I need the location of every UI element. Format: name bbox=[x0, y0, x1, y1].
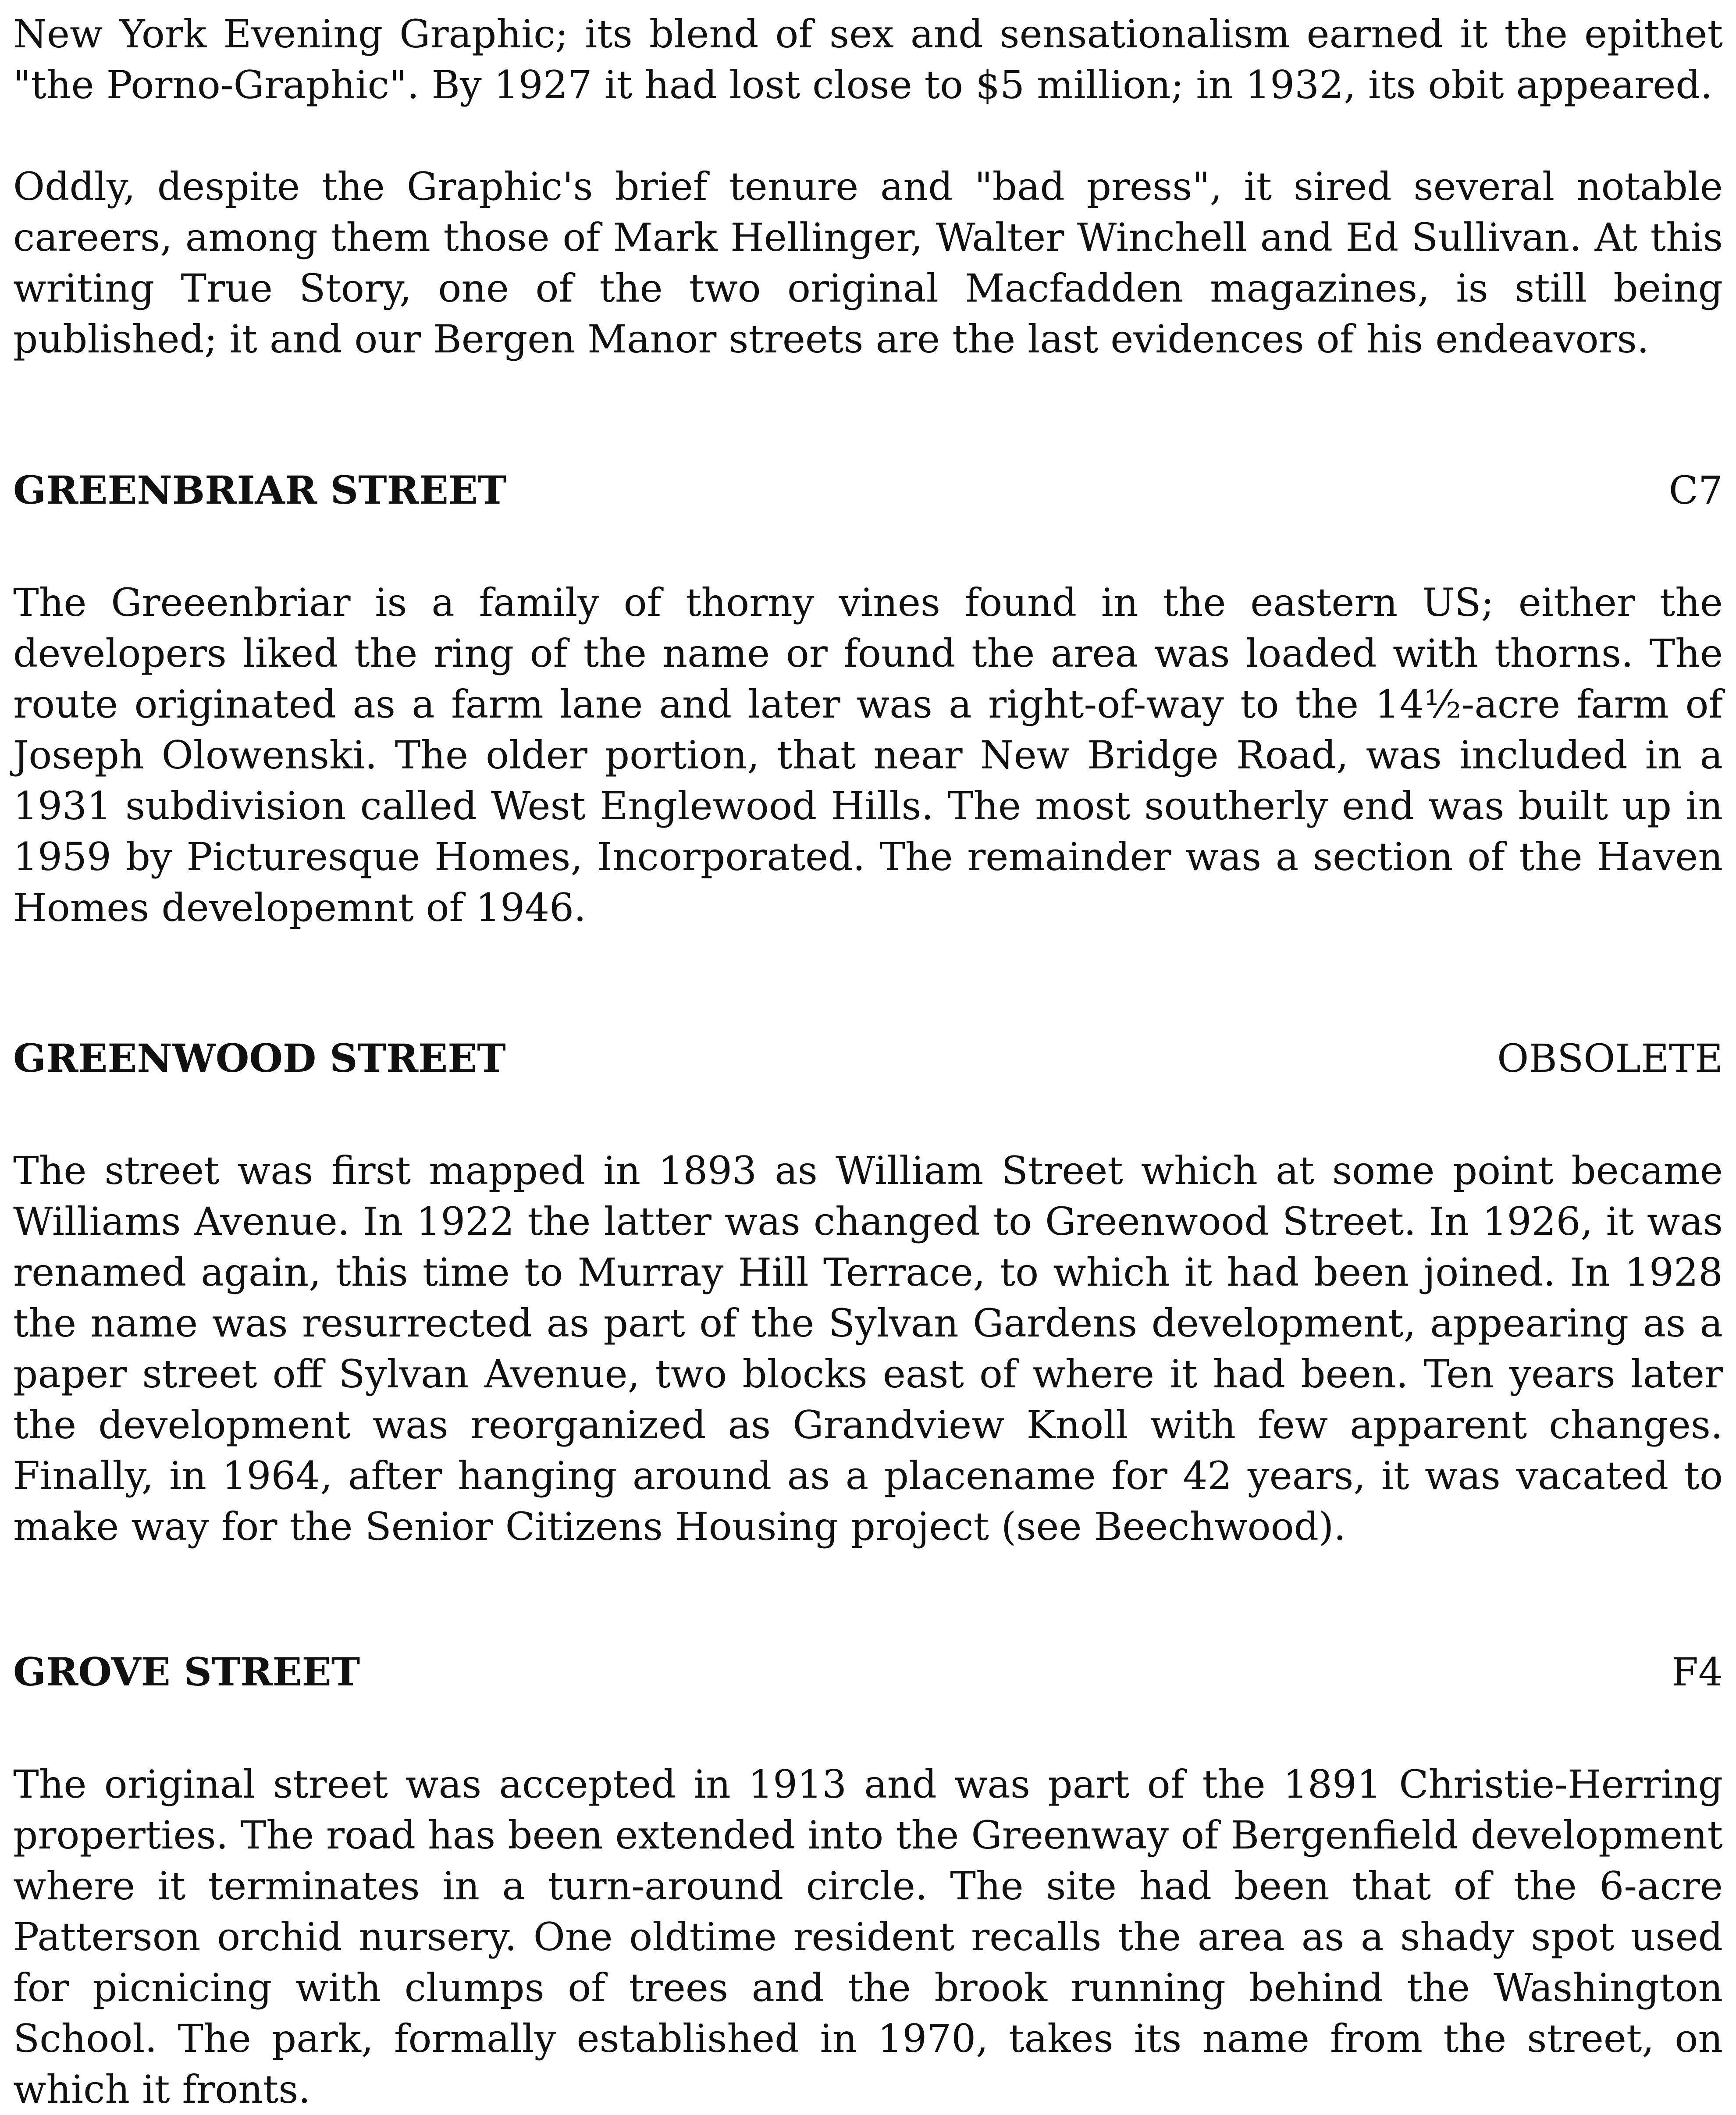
entry-grove-street bbox=[13, 1646, 1723, 2115]
entry-body: The Greeenbriar is a family of thorny vines found in the eastern US; either the developers liked the ring of the name or found the area was loaded with thorns. The route originated as a farm lane and later was a right-of-way to the 14½-acre farm of Joseph Olowenski. The older portion, that near New Bridge Road, was included in a 1931 subdivision called West Englewood Hills. The most southerly end was built up in 1959 by Picturesque Homes, Incorporated. The remainder was a section of the Haven Homes developemnt of 1946. bbox=[13, 580, 1723, 930]
entry-title: GROVE STREET bbox=[13, 1649, 360, 1695]
document-page bbox=[13, 0, 1723, 2112]
intro-section bbox=[13, 9, 1723, 110]
entry-body: The street was first mapped in 1893 as William Street which at some point became Williams Avenue. In 1922 the latter was changed to Greenwood Street. In 1926, it was renamed again, this time to Murray Hill Terrace, to which it had been joined. In 1928 the name was resurrected as part of the Sylvan Gardens development, appearing as a paper street off Sylvan Avenue, two blocks east of where it had been. Ten years later the development was reorganized as Grandview Knoll with few apparent changes. Finally, in 1964, after hanging around as a placename for 42 years, it was vacated to make way for the Senior Citizens Housing project (see Beechwood). bbox=[13, 1148, 1723, 1549]
entry-title: GREENWOOD STREET bbox=[13, 1035, 506, 1081]
entry-title: GREENBRIAR STREET bbox=[13, 467, 507, 513]
entry-greenwood-street bbox=[13, 1033, 1723, 1552]
entry-map-code: F4 bbox=[1671, 1649, 1723, 1695]
intro-paragraph-2: Oddly, despite the Graphic's brief tenure and "bad press", it sired several notable careers, among them those of Mark Hellinger, Walter Winchell and Ed Sullivan. At this writing True Story, one of the two original Macfadden magazines, is still being published; it and our Bergen Manor streets are the last evidences of his endeavors. bbox=[13, 164, 1723, 362]
entry-heading bbox=[13, 1033, 1723, 1084]
entry-heading bbox=[13, 1646, 1723, 1698]
intro-paragraph-1: New York Evening Graphic; its blend of sex and sensationalism earned it the epithet "the Porno-Graphic". By 1927 it had lost close to $5 million; in 1932, its obit appeared. bbox=[13, 11, 1723, 107]
entry-greenbriar-street bbox=[13, 465, 1723, 933]
intro-section-continued bbox=[13, 161, 1723, 365]
entry-map-code: C7 bbox=[1668, 468, 1723, 513]
entry-body: The original street was accepted in 1913 and was part of the 1891 Christie-Herring properties. The road has been extended into the Greenway of Bergenfield development where it terminates in a turn-around circle. The site had been that of the 6-acre Patterson orchid nursery. One oldtime resident recalls the area as a shady spot used for picnicing with clumps of trees and the brook running behind the Washington School. The park, formally established in 1970, takes its name from the street, on which it fronts. bbox=[13, 1762, 1723, 2112]
entry-heading bbox=[13, 465, 1723, 516]
entry-map-code: OBSOLETE bbox=[1497, 1036, 1723, 1081]
